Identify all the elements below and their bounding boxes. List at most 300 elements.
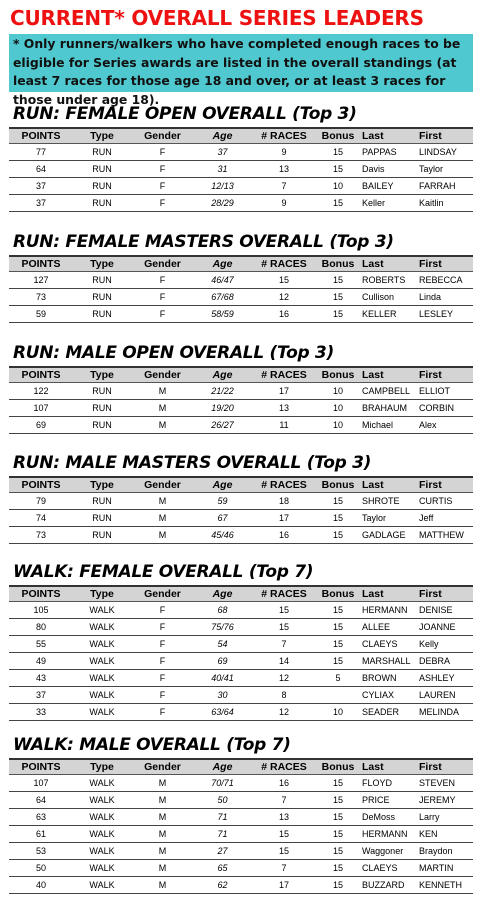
- table-row: [9, 619, 473, 636]
- table-cell: WALK: [73, 619, 131, 636]
- table-cell: KENNETH: [416, 877, 473, 894]
- table-cell: 62: [194, 877, 251, 894]
- column-header: POINTS: [9, 129, 73, 144]
- table-cell: 63: [9, 809, 73, 826]
- column-header: POINTS: [9, 257, 73, 272]
- column-header: First: [416, 368, 473, 383]
- table-cell: CLAEYS: [359, 636, 416, 653]
- section-title: RUN: FEMALE MASTERS OVERALL (Top 3): [13, 232, 394, 252]
- table-cell: LAUREN: [416, 687, 473, 704]
- table-cell: 10: [317, 383, 359, 400]
- table-cell: 15: [317, 826, 359, 843]
- table-cell: WALK: [73, 636, 131, 653]
- table-cell: 7: [251, 792, 317, 809]
- table-cell: 28/29: [194, 195, 251, 212]
- table-cell: 37: [9, 687, 73, 704]
- table-cell: 61: [9, 826, 73, 843]
- table-cell: M: [131, 527, 194, 544]
- table-cell: 15: [317, 289, 359, 306]
- column-header: Type: [73, 587, 131, 602]
- table-cell: 14: [251, 653, 317, 670]
- table-cell: 64: [9, 161, 73, 178]
- table-cell: CYLIAX: [359, 687, 416, 704]
- table-cell: 80: [9, 619, 73, 636]
- table-cell: 9: [251, 144, 317, 161]
- table-cell: M: [131, 775, 194, 792]
- table-cell: 37: [194, 144, 251, 161]
- table-cell: DENISE: [416, 602, 473, 619]
- section-title: RUN: MALE OPEN OVERALL (Top 3): [13, 343, 334, 363]
- column-header: Last: [359, 760, 416, 775]
- table-cell: 43: [9, 670, 73, 687]
- table-cell: F: [131, 195, 194, 212]
- column-header: Last: [359, 129, 416, 144]
- table-cell: 71: [194, 826, 251, 843]
- table-row: [9, 687, 473, 704]
- table-cell: 30: [194, 687, 251, 704]
- table-cell: 122: [9, 383, 73, 400]
- table-cell: 15: [317, 195, 359, 212]
- table-cell: REBECCA: [416, 272, 473, 289]
- table-cell: 63/64: [194, 704, 251, 721]
- column-header: POINTS: [9, 368, 73, 383]
- table-cell: 77: [9, 144, 73, 161]
- column-header: Gender: [131, 760, 194, 775]
- table-row: [9, 510, 473, 527]
- table-row: [9, 417, 473, 434]
- table-cell: 15: [317, 792, 359, 809]
- table-cell: BUZZARD: [359, 877, 416, 894]
- column-header: Type: [73, 257, 131, 272]
- column-header: Bonus: [317, 587, 359, 602]
- table-cell: 15: [317, 653, 359, 670]
- standings-table: [9, 760, 473, 894]
- table-cell: 7: [251, 860, 317, 877]
- table-cell: WALK: [73, 877, 131, 894]
- table-row: [9, 400, 473, 417]
- table-cell: Linda: [416, 289, 473, 306]
- standings-section: [9, 560, 473, 721]
- table-cell: 15: [251, 272, 317, 289]
- table-cell: 67: [194, 510, 251, 527]
- table-row: [9, 826, 473, 843]
- table-cell: WALK: [73, 602, 131, 619]
- table-row: [9, 195, 473, 212]
- table-cell: RUN: [73, 195, 131, 212]
- standings-section: [9, 733, 473, 894]
- column-header: Gender: [131, 368, 194, 383]
- table-cell: F: [131, 178, 194, 195]
- table-row: [9, 272, 473, 289]
- table-cell: 13: [251, 809, 317, 826]
- table-cell: M: [131, 809, 194, 826]
- table-cell: 45/46: [194, 527, 251, 544]
- table-cell: 15: [251, 826, 317, 843]
- table-cell: PRICE: [359, 792, 416, 809]
- table-cell: DeMoss: [359, 809, 416, 826]
- table-cell: 17: [251, 510, 317, 527]
- table-cell: 54: [194, 636, 251, 653]
- table-cell: Davis: [359, 161, 416, 178]
- table-cell: 73: [9, 289, 73, 306]
- table-row: [9, 860, 473, 877]
- standings-section: [9, 451, 473, 544]
- table-cell: HERMANN: [359, 602, 416, 619]
- table-cell: 7: [251, 636, 317, 653]
- table-cell: SHROTE: [359, 493, 416, 510]
- table-cell: M: [131, 826, 194, 843]
- table-cell: LINDSAY: [416, 144, 473, 161]
- table-cell: 16: [251, 306, 317, 323]
- table-cell: 59: [194, 493, 251, 510]
- column-header: Type: [73, 368, 131, 383]
- table-cell: 33: [9, 704, 73, 721]
- table-cell: FARRAH: [416, 178, 473, 195]
- table-cell: 53: [9, 843, 73, 860]
- table-cell: 12: [251, 289, 317, 306]
- table-cell: F: [131, 670, 194, 687]
- table-header-row: [9, 478, 473, 493]
- table-cell: 15: [317, 619, 359, 636]
- column-header: Type: [73, 478, 131, 493]
- table-row: [9, 144, 473, 161]
- column-header: Bonus: [317, 760, 359, 775]
- table-cell: WALK: [73, 826, 131, 843]
- table-cell: Larry: [416, 809, 473, 826]
- column-header: POINTS: [9, 587, 73, 602]
- table-cell: RUN: [73, 510, 131, 527]
- table-row: [9, 636, 473, 653]
- table-row: [9, 877, 473, 894]
- table-row: [9, 383, 473, 400]
- table-cell: 17: [251, 383, 317, 400]
- eligibility-note: * Only runners/walkers who have completed enough races to be eligible for Series awards are listed in the overall standings (at least 7 races for those age 18 and over, or at least 3 races for those under age 18).: [9, 34, 473, 92]
- table-cell: PAPPAS: [359, 144, 416, 161]
- table-cell: Braydon: [416, 843, 473, 860]
- table-cell: 13: [251, 400, 317, 417]
- table-row: [9, 809, 473, 826]
- table-cell: WALK: [73, 704, 131, 721]
- table-cell: 15: [251, 619, 317, 636]
- table-cell: F: [131, 161, 194, 178]
- table-cell: F: [131, 144, 194, 161]
- column-header: Last: [359, 478, 416, 493]
- table-cell: Keller: [359, 195, 416, 212]
- section-title: RUN: MALE MASTERS OVERALL (Top 3): [13, 453, 372, 473]
- table-cell: 8: [251, 687, 317, 704]
- table-cell: HERMANN: [359, 826, 416, 843]
- table-cell: 15: [317, 843, 359, 860]
- table-cell: M: [131, 493, 194, 510]
- column-header: Age: [194, 368, 251, 383]
- standings-table: [9, 587, 473, 721]
- table-cell: 50: [194, 792, 251, 809]
- table-cell: M: [131, 400, 194, 417]
- table-cell: RUN: [73, 161, 131, 178]
- table-cell: 15: [317, 510, 359, 527]
- table-cell: 15: [251, 602, 317, 619]
- table-cell: 10: [317, 400, 359, 417]
- table-cell: 21/22: [194, 383, 251, 400]
- table-cell: 40/41: [194, 670, 251, 687]
- table-cell: CURTIS: [416, 493, 473, 510]
- table-cell: Waggoner: [359, 843, 416, 860]
- table-cell: BROWN: [359, 670, 416, 687]
- table-row: [9, 493, 473, 510]
- column-header: Bonus: [317, 257, 359, 272]
- table-cell: 69: [194, 653, 251, 670]
- column-header: Bonus: [317, 368, 359, 383]
- table-cell: JOANNE: [416, 619, 473, 636]
- table-row: [9, 670, 473, 687]
- table-cell: M: [131, 877, 194, 894]
- table-cell: Jeff: [416, 510, 473, 527]
- table-cell: F: [131, 272, 194, 289]
- table-cell: 68: [194, 602, 251, 619]
- table-cell: 65: [194, 860, 251, 877]
- table-cell: M: [131, 792, 194, 809]
- table-cell: DEBRA: [416, 653, 473, 670]
- table-cell: MARSHALL: [359, 653, 416, 670]
- table-cell: 107: [9, 775, 73, 792]
- column-header: Last: [359, 257, 416, 272]
- standings-table: [9, 478, 473, 544]
- table-cell: 9: [251, 195, 317, 212]
- table-cell: MELINDA: [416, 704, 473, 721]
- table-cell: 58/59: [194, 306, 251, 323]
- column-header: Bonus: [317, 478, 359, 493]
- table-cell: 13: [251, 161, 317, 178]
- table-cell: ELLIOT: [416, 383, 473, 400]
- table-cell: 15: [317, 527, 359, 544]
- table-cell: KEN: [416, 826, 473, 843]
- table-cell: [317, 687, 359, 704]
- table-cell: M: [131, 417, 194, 434]
- table-cell: 19/20: [194, 400, 251, 417]
- column-header: Gender: [131, 129, 194, 144]
- table-cell: WALK: [73, 809, 131, 826]
- table-header-row: [9, 129, 473, 144]
- table-cell: 15: [317, 636, 359, 653]
- table-cell: 31: [194, 161, 251, 178]
- column-header: Gender: [131, 478, 194, 493]
- table-cell: WALK: [73, 687, 131, 704]
- table-cell: 10: [317, 417, 359, 434]
- table-cell: 50: [9, 860, 73, 877]
- column-header: Age: [194, 478, 251, 493]
- column-header: # RACES: [251, 368, 317, 383]
- column-header: # RACES: [251, 478, 317, 493]
- table-cell: Michael: [359, 417, 416, 434]
- table-cell: CLAEYS: [359, 860, 416, 877]
- table-cell: ASHLEY: [416, 670, 473, 687]
- table-cell: RUN: [73, 144, 131, 161]
- column-header: # RACES: [251, 129, 317, 144]
- table-cell: 15: [317, 161, 359, 178]
- table-cell: 73: [9, 527, 73, 544]
- column-header: Age: [194, 760, 251, 775]
- table-cell: 127: [9, 272, 73, 289]
- section-title: WALK: FEMALE OVERALL (Top 7): [13, 562, 314, 582]
- standings-section: [9, 102, 473, 212]
- table-header-row: [9, 587, 473, 602]
- table-cell: 64: [9, 792, 73, 809]
- table-cell: WALK: [73, 775, 131, 792]
- table-cell: KELLER: [359, 306, 416, 323]
- table-row: [9, 527, 473, 544]
- table-header-row: [9, 760, 473, 775]
- table-cell: F: [131, 653, 194, 670]
- table-cell: 26/27: [194, 417, 251, 434]
- column-header: First: [416, 478, 473, 493]
- table-header-row: [9, 257, 473, 272]
- table-cell: LESLEY: [416, 306, 473, 323]
- table-cell: 11: [251, 417, 317, 434]
- table-cell: 40: [9, 877, 73, 894]
- table-cell: 7: [251, 178, 317, 195]
- table-cell: M: [131, 383, 194, 400]
- table-cell: Taylor: [359, 510, 416, 527]
- table-cell: ROBERTS: [359, 272, 416, 289]
- table-row: [9, 653, 473, 670]
- table-cell: WALK: [73, 843, 131, 860]
- column-header: First: [416, 129, 473, 144]
- table-cell: F: [131, 704, 194, 721]
- table-cell: M: [131, 860, 194, 877]
- table-cell: FLOYD: [359, 775, 416, 792]
- table-cell: 5: [317, 670, 359, 687]
- table-cell: 15: [317, 493, 359, 510]
- table-cell: 12/13: [194, 178, 251, 195]
- table-row: [9, 775, 473, 792]
- table-cell: 75/76: [194, 619, 251, 636]
- table-row: [9, 306, 473, 323]
- table-cell: 15: [317, 272, 359, 289]
- table-cell: F: [131, 306, 194, 323]
- table-cell: RUN: [73, 527, 131, 544]
- table-cell: 59: [9, 306, 73, 323]
- table-row: [9, 161, 473, 178]
- table-cell: 67/68: [194, 289, 251, 306]
- table-cell: F: [131, 289, 194, 306]
- column-header: Last: [359, 587, 416, 602]
- table-cell: 12: [251, 704, 317, 721]
- table-cell: Kaitlin: [416, 195, 473, 212]
- table-row: [9, 792, 473, 809]
- table-cell: MATTHEW: [416, 527, 473, 544]
- standings-table: [9, 368, 473, 434]
- table-cell: 105: [9, 602, 73, 619]
- table-cell: 15: [317, 860, 359, 877]
- table-cell: 15: [317, 602, 359, 619]
- table-cell: WALK: [73, 860, 131, 877]
- table-cell: Cullison: [359, 289, 416, 306]
- table-cell: WALK: [73, 653, 131, 670]
- table-row: [9, 289, 473, 306]
- table-cell: CORBIN: [416, 400, 473, 417]
- table-cell: 16: [251, 775, 317, 792]
- table-cell: 10: [317, 178, 359, 195]
- column-header: # RACES: [251, 257, 317, 272]
- table-cell: Kelly: [416, 636, 473, 653]
- table-cell: BAILEY: [359, 178, 416, 195]
- table-cell: SEADER: [359, 704, 416, 721]
- table-cell: F: [131, 687, 194, 704]
- table-cell: M: [131, 843, 194, 860]
- table-cell: WALK: [73, 670, 131, 687]
- table-cell: 18: [251, 493, 317, 510]
- section-title: RUN: FEMALE OPEN OVERALL (Top 3): [13, 104, 357, 124]
- standings-table: [9, 257, 473, 323]
- column-header: Type: [73, 129, 131, 144]
- column-header: Bonus: [317, 129, 359, 144]
- table-row: [9, 704, 473, 721]
- column-header: Age: [194, 129, 251, 144]
- table-cell: 15: [251, 843, 317, 860]
- column-header: Gender: [131, 257, 194, 272]
- table-cell: RUN: [73, 383, 131, 400]
- table-cell: 16: [251, 527, 317, 544]
- table-row: [9, 602, 473, 619]
- column-header: Age: [194, 257, 251, 272]
- page-title: CURRENT* OVERALL SERIES LEADERS: [10, 6, 424, 30]
- table-cell: 12: [251, 670, 317, 687]
- table-cell: 69: [9, 417, 73, 434]
- table-cell: RUN: [73, 178, 131, 195]
- table-cell: 74: [9, 510, 73, 527]
- table-cell: RUN: [73, 306, 131, 323]
- table-cell: 15: [317, 306, 359, 323]
- column-header: Type: [73, 760, 131, 775]
- table-cell: F: [131, 602, 194, 619]
- table-cell: 37: [9, 178, 73, 195]
- table-cell: 15: [317, 809, 359, 826]
- column-header: # RACES: [251, 587, 317, 602]
- table-cell: CAMPBELL: [359, 383, 416, 400]
- table-cell: RUN: [73, 417, 131, 434]
- table-cell: 15: [317, 877, 359, 894]
- column-header: Age: [194, 587, 251, 602]
- table-cell: 46/47: [194, 272, 251, 289]
- table-cell: 71: [194, 809, 251, 826]
- table-cell: M: [131, 510, 194, 527]
- section-title: WALK: MALE OVERALL (Top 7): [13, 735, 291, 755]
- standings-section: [9, 341, 473, 434]
- column-header: # RACES: [251, 760, 317, 775]
- column-header: First: [416, 760, 473, 775]
- table-cell: Alex: [416, 417, 473, 434]
- standings-section: [9, 230, 473, 323]
- table-cell: WALK: [73, 792, 131, 809]
- table-cell: 10: [317, 704, 359, 721]
- column-header: POINTS: [9, 478, 73, 493]
- table-cell: 27: [194, 843, 251, 860]
- table-row: [9, 178, 473, 195]
- table-cell: 79: [9, 493, 73, 510]
- table-cell: RUN: [73, 272, 131, 289]
- table-cell: RUN: [73, 493, 131, 510]
- table-cell: 15: [317, 144, 359, 161]
- table-cell: 15: [317, 775, 359, 792]
- table-cell: 55: [9, 636, 73, 653]
- column-header: First: [416, 587, 473, 602]
- table-cell: RUN: [73, 289, 131, 306]
- table-cell: MARTIN: [416, 860, 473, 877]
- column-header: POINTS: [9, 760, 73, 775]
- table-cell: JEREMY: [416, 792, 473, 809]
- table-cell: RUN: [73, 400, 131, 417]
- table-cell: 107: [9, 400, 73, 417]
